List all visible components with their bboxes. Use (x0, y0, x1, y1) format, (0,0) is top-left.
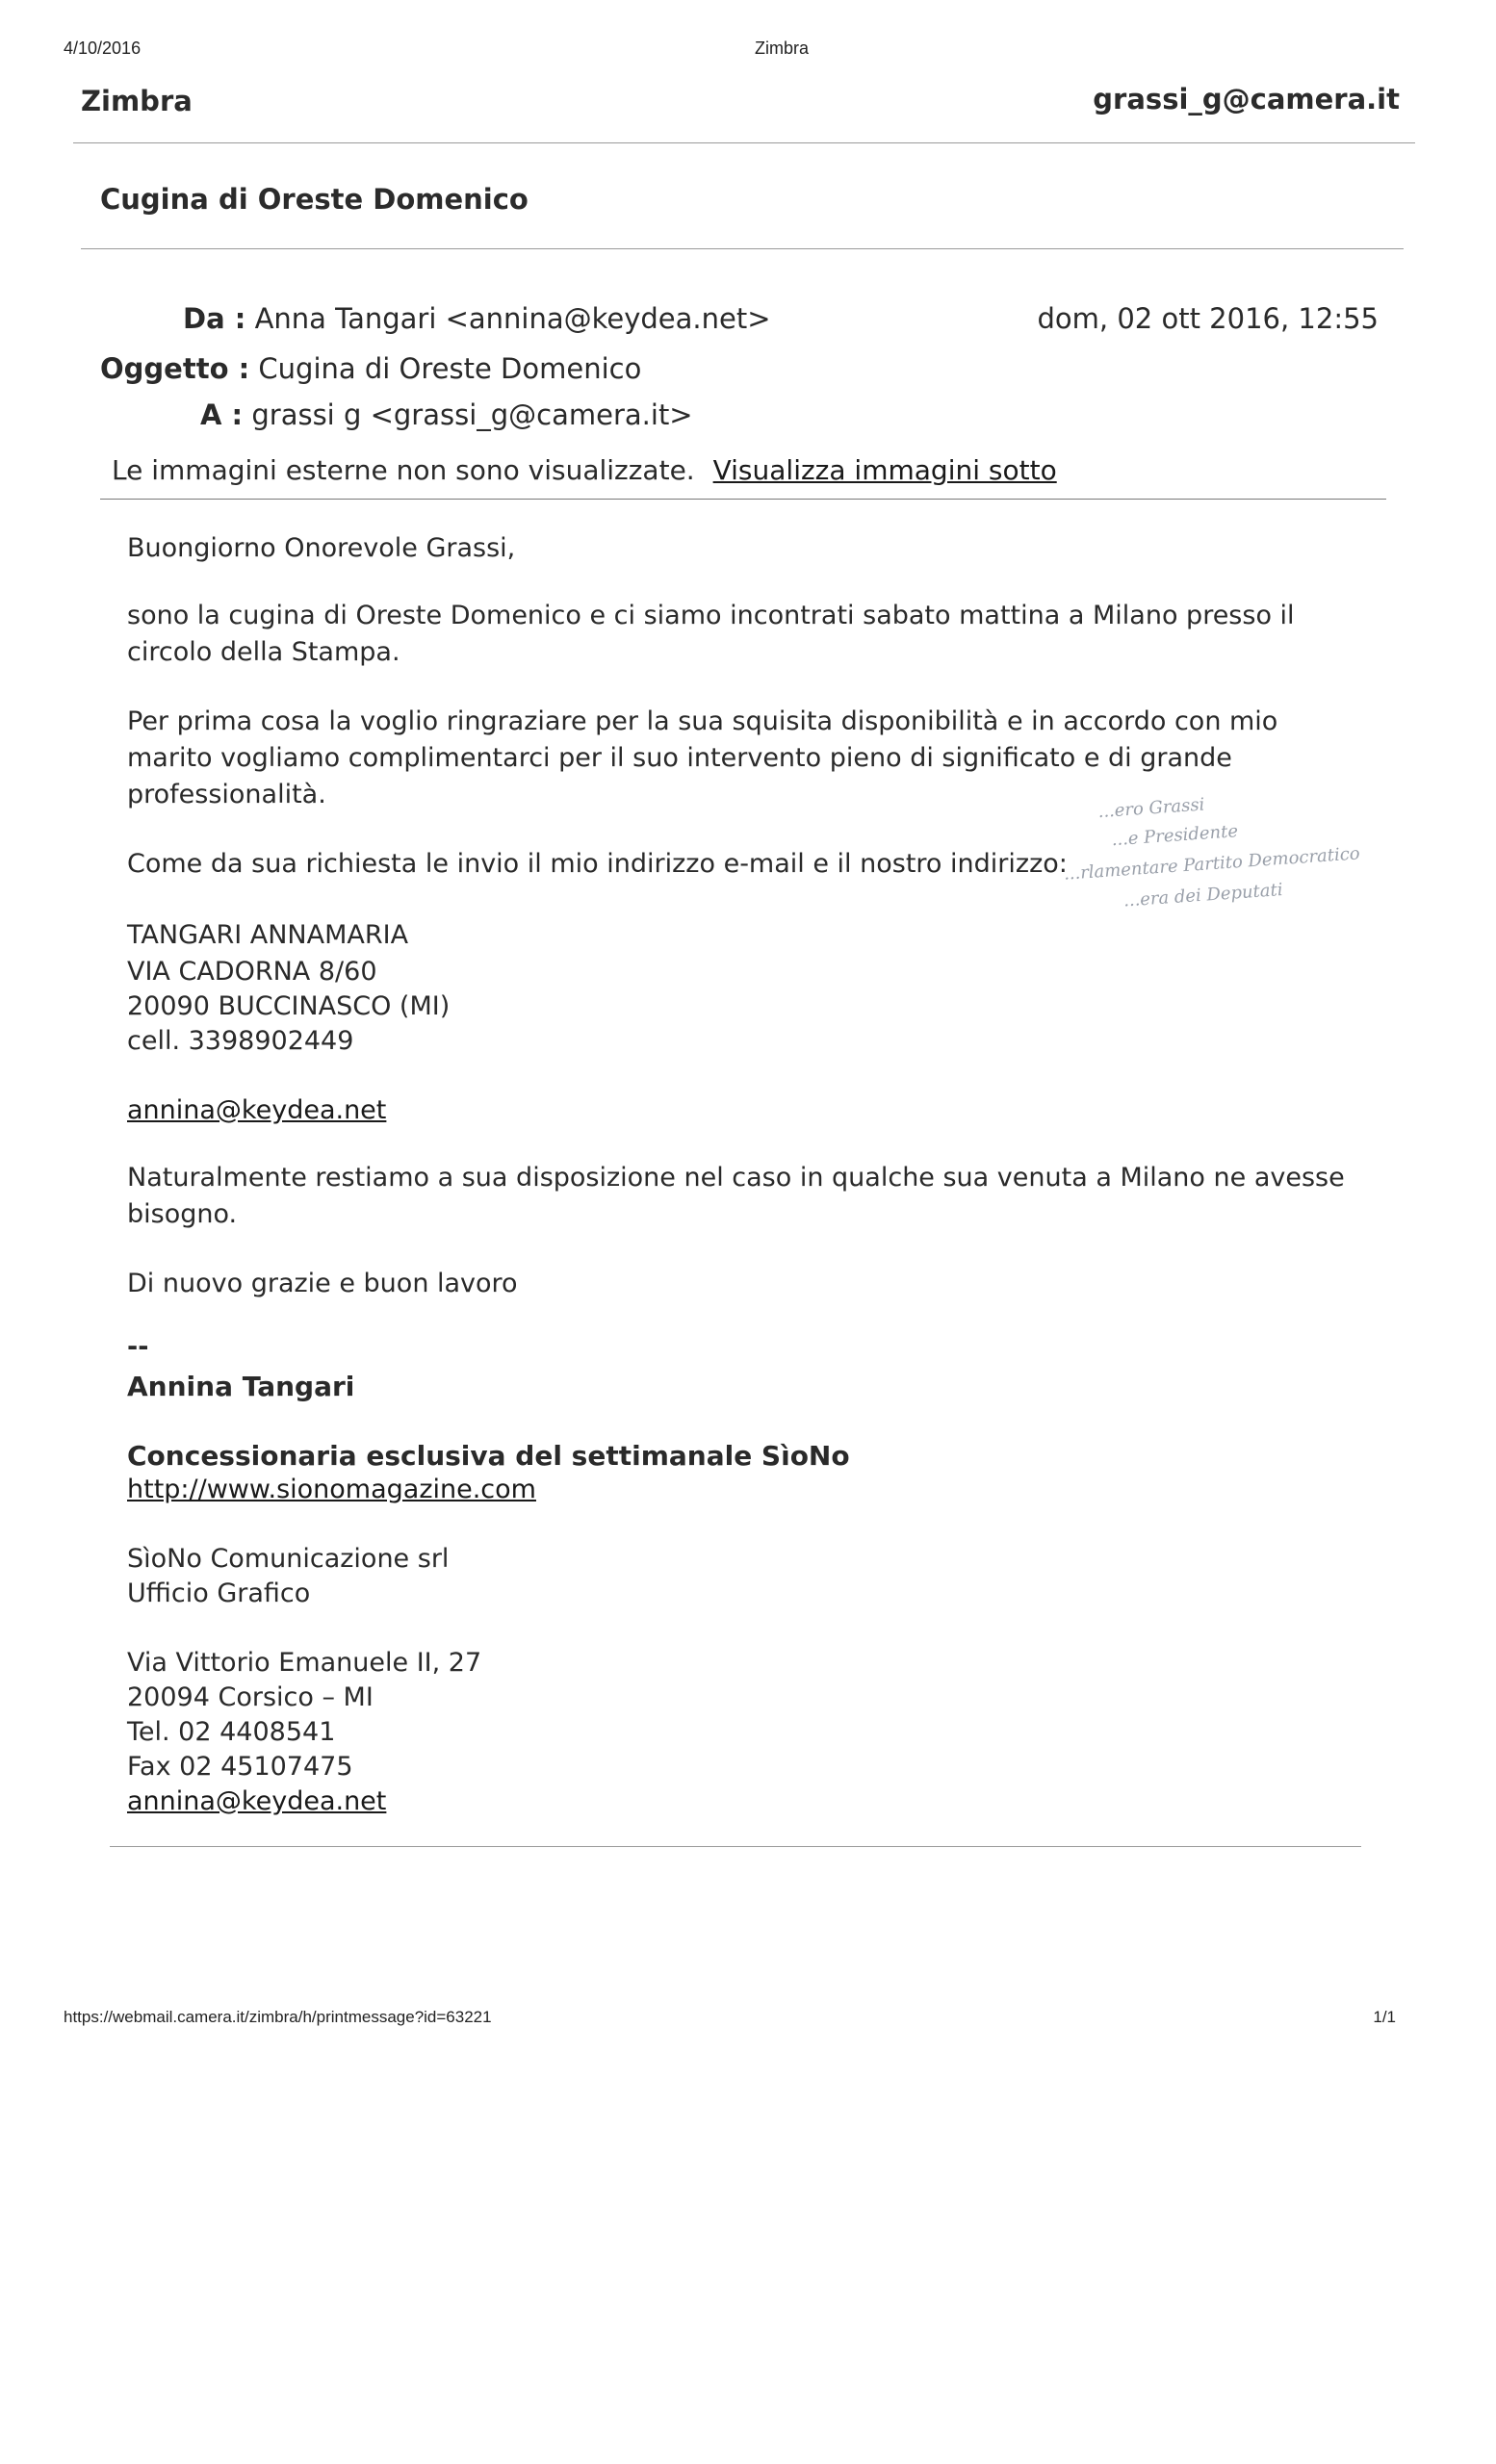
message-date: dom, 02 ott 2016, 12:55 (1037, 302, 1379, 335)
address-cell: cell. 3398902449 (127, 1026, 354, 1056)
signature-website-link[interactable]: http://www.sionomagazine.com (127, 1475, 536, 1504)
signature-city: 20094 Corsico – MI (127, 1682, 374, 1712)
stamp-line-3: ...rlamentare Partito Democratico (1063, 843, 1361, 885)
address-city: 20090 BUCCINASCO (MI) (127, 991, 451, 1021)
print-page-number: 1/1 (1373, 2008, 1396, 2026)
signature-dept: Ufficio Grafico (127, 1578, 311, 1608)
paragraph-4-line-2: bisogno. (127, 1199, 238, 1229)
signature-tel: Tel. 02 4408541 (127, 1717, 336, 1747)
from-value: Anna Tangari <annina@keydea.net> (254, 302, 771, 335)
images-notice: Le immagini esterne non sono visualizzate. (112, 454, 695, 486)
office-stamp (1059, 781, 1413, 930)
to-label: A : (200, 398, 244, 431)
footer-divider (110, 1846, 1361, 1847)
show-images-link[interactable]: Visualizza immagini sotto (712, 454, 1057, 486)
stamp-line-2: ...e Presidente (1110, 821, 1239, 851)
signature-company: SìoNo Comunicazione srl (127, 1544, 450, 1574)
print-title: Zimbra (755, 38, 810, 58)
to-value: grassi g <grassi_g@camera.it> (251, 398, 693, 431)
greeting: Buongiorno Onorevole Grassi, (127, 533, 516, 563)
signature-role: Concessionaria esclusiva del settimanale SìoNo (127, 1440, 850, 1472)
subject-row (100, 352, 641, 385)
print-date: 4/10/2016 (64, 38, 142, 58)
header-divider (73, 142, 1415, 143)
from-row (183, 302, 771, 335)
paragraph-3: Come da sua richiesta le invio il mio indirizzo e-mail e il nostro indirizzo: (127, 849, 1068, 879)
address-name: TANGARI ANNAMARIA (127, 920, 409, 950)
images-notice-row (112, 454, 1057, 486)
paragraph-1-line-2: circolo della Stampa. (127, 637, 400, 667)
stamp-line-1: ...ero Grassi (1096, 794, 1206, 823)
paragraph-2-line-1: Per prima cosa la voglio ringraziare per la sua squisita disponibilità e in accordo con mio (127, 706, 1278, 736)
address-email-link[interactable]: annina@keydea.net (127, 1095, 387, 1125)
signature-name: Annina Tangari (127, 1371, 355, 1402)
signature-separator: -- (127, 1332, 149, 1362)
body-divider (100, 499, 1386, 500)
paragraph-2-line-2: marito vogliamo complimentarci per il suo intervento pieno di significato e di grande (127, 743, 1232, 773)
paragraph-2-line-3: professionalità. (127, 780, 326, 809)
from-label: Da : (183, 302, 246, 335)
account-email: grassi_g@camera.it (1093, 83, 1400, 116)
signature-email-link[interactable]: annina@keydea.net (127, 1786, 387, 1816)
subject-divider (81, 248, 1404, 249)
paragraph-4-line-1: Naturalmente restiamo a sua disposizione nel caso in qualche sua venuta a Milano ne avesse (127, 1163, 1345, 1193)
signature-fax: Fax 02 45107475 (127, 1752, 353, 1782)
signature-street: Via Vittorio Emanuele II, 27 (127, 1648, 482, 1678)
subject-value: Cugina di Oreste Domenico (258, 352, 642, 385)
stamp-line-4: ...era dei Deputati (1122, 880, 1284, 911)
subject-label: Oggetto : (100, 352, 250, 385)
paragraph-1-line-1: sono la cugina di Oreste Domenico e ci siamo incontrati sabato mattina a Milano presso il (127, 601, 1295, 630)
address-street: VIA CADORNA 8/60 (127, 957, 377, 987)
print-url: https://webmail.camera.it/zimbra/h/printmessage?id=63221 (64, 2008, 492, 2026)
app-brand: Zimbra (81, 85, 193, 117)
to-row (200, 398, 693, 431)
message-title: Cugina di Oreste Domenico (100, 183, 529, 216)
paragraph-5: Di nuovo grazie e buon lavoro (127, 1269, 518, 1298)
